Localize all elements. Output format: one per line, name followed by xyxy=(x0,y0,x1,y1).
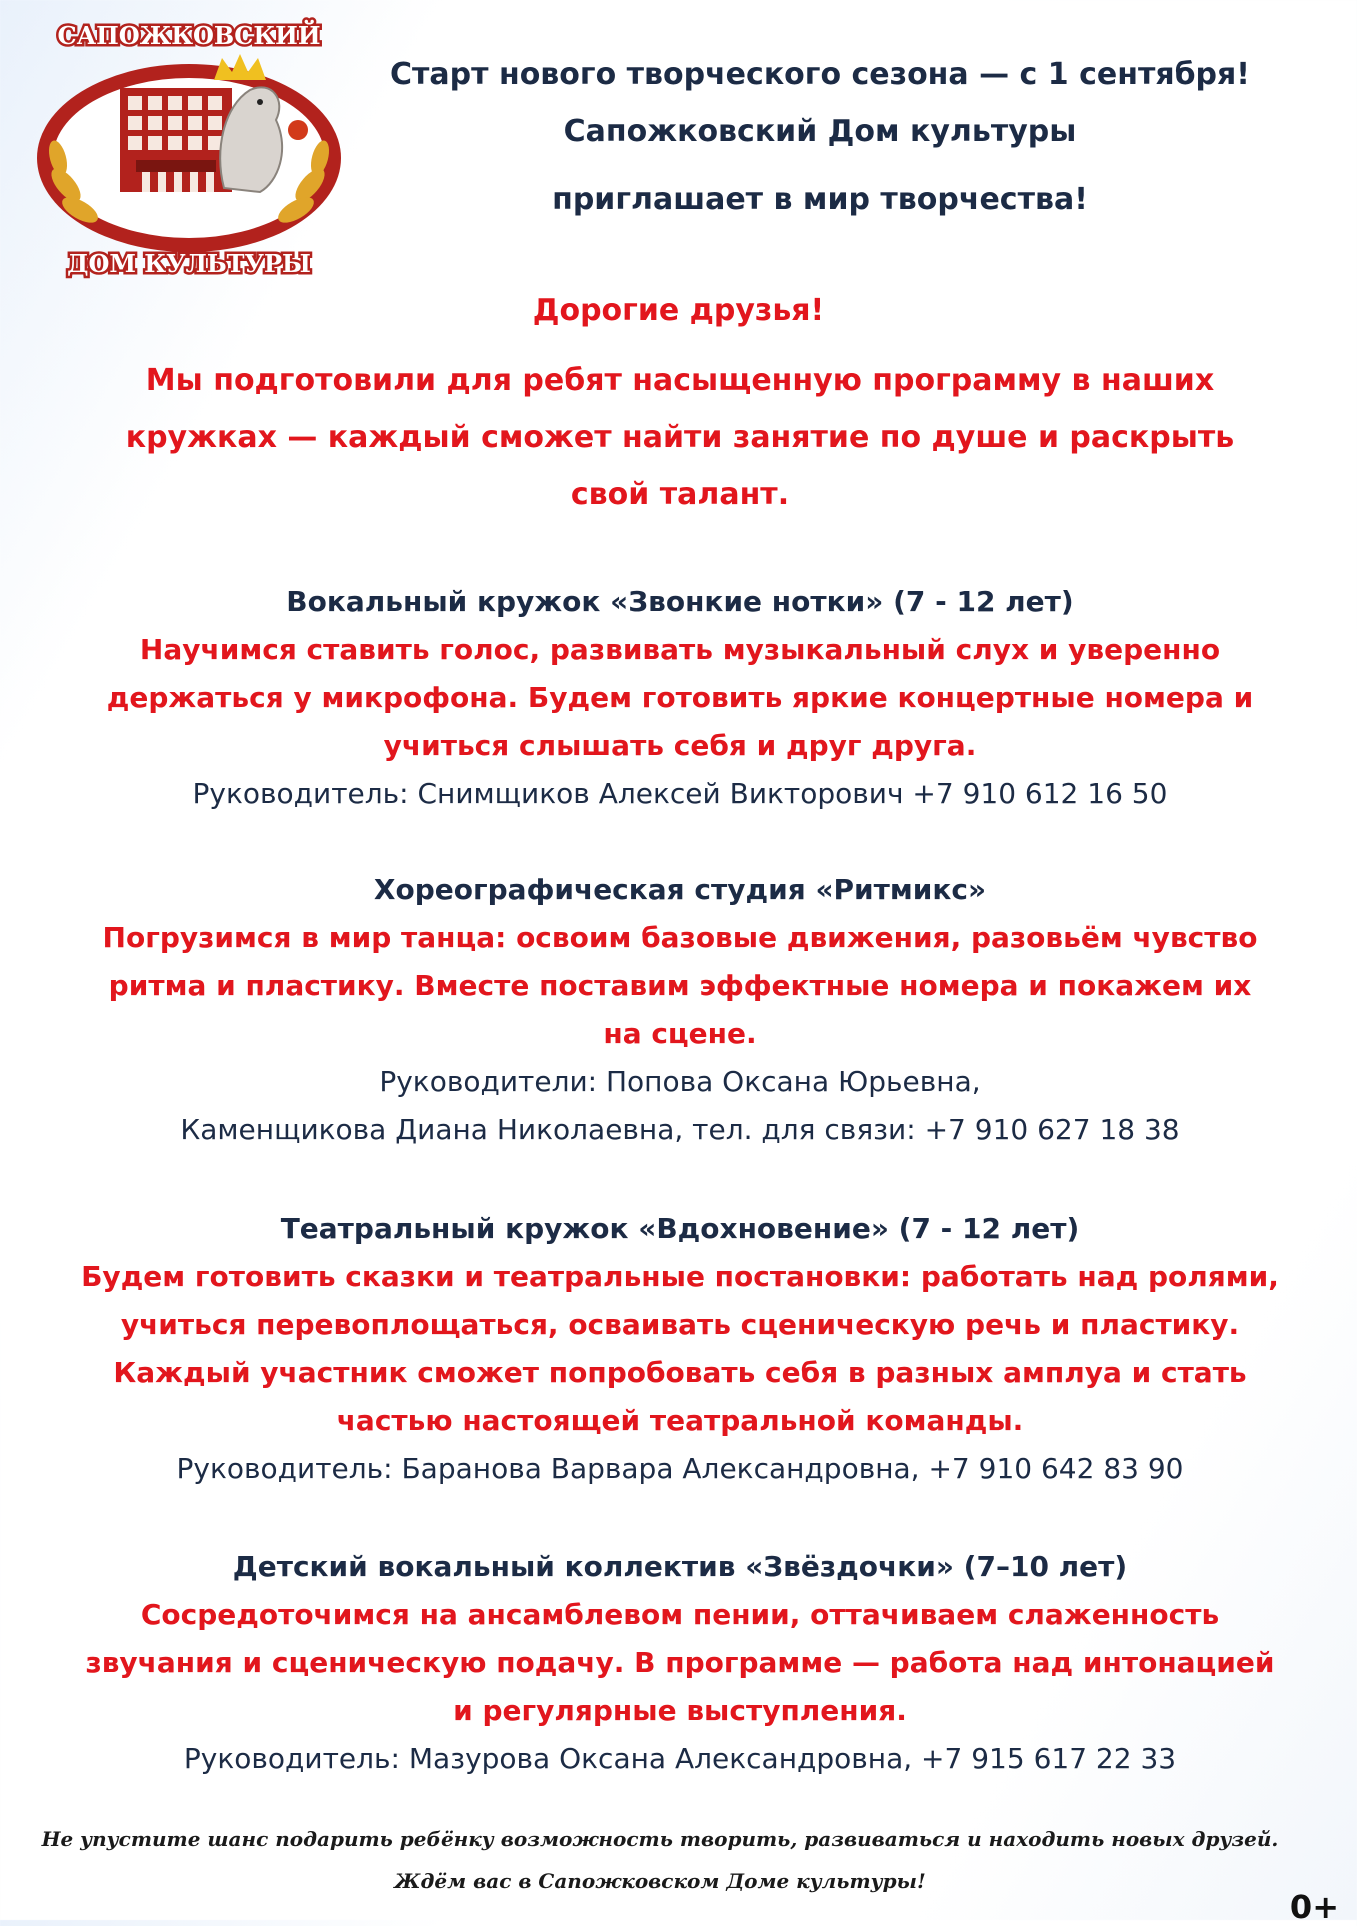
footer-line-2: Ждём вас в Сапожковском Доме культуры! xyxy=(394,1869,926,1893)
club-contact: Руководитель: Снимщиков Алексей Викторович +7 910 612 16 50 xyxy=(192,777,1168,810)
club-theatre xyxy=(60,1205,1300,1493)
header-line-2: Сапожковский Дом культуры xyxy=(563,114,1077,149)
age-rating-badge: 0+ xyxy=(1289,1888,1339,1926)
club-description-line: Научимся ставить голос, развивать музыкальный слух и уверенно xyxy=(139,633,1221,666)
club-contact: Каменщикова Диана Николаевна, тел. для связи: +7 910 627 18 38 xyxy=(180,1113,1180,1146)
club-description-line: Погрузимся в мир танца: освоим базовые движения, разовьём чувство xyxy=(102,921,1258,954)
club-contact: Руководитель: Мазурова Оксана Александровна, +7 915 617 22 33 xyxy=(183,1742,1177,1775)
header-line-3: приглашает в мир творчества! xyxy=(552,182,1088,217)
club-description-line: частью настоящей театральной команды. xyxy=(336,1404,1024,1437)
club-title: Детский вокальный коллектив «Звёздочки» (7–10 лет) xyxy=(232,1550,1128,1583)
club-description-line: Будем готовить сказки и театральные постановки: работать над ролями, xyxy=(81,1260,1279,1293)
club-description-line: учиться перевоплощаться, осваивать сценическую речь и пластику. xyxy=(120,1308,1240,1341)
club-vocal xyxy=(60,578,1300,818)
club-description-line: на сцене. xyxy=(603,1017,757,1050)
club-description-line: учиться слышать себя и друг друга. xyxy=(383,729,977,762)
club-contact: Руководители: Попова Оксана Юрьевна, xyxy=(379,1065,981,1098)
club-children-vocal xyxy=(60,1543,1300,1783)
intro-line-3: свой талант. xyxy=(570,477,790,512)
logo-top-text: САПОЖКОВСКИЙ xyxy=(57,21,321,50)
intro-line-1: Мы подготовили для ребят насыщенную программу в наших xyxy=(145,363,1215,398)
club-description-line: Сосредоточимся на ансамблевом пении, оттачиваем слаженность xyxy=(140,1598,1220,1631)
club-choreography xyxy=(60,866,1300,1154)
dk-logo xyxy=(28,10,350,280)
club-title: Вокальный кружок «Звонкие нотки» (7 - 12 лет) xyxy=(286,585,1074,618)
club-contact: Руководитель: Баранова Варвара Александровна, +7 910 642 83 90 xyxy=(176,1452,1184,1485)
club-title: Хореографическая студия «Ритмикс» xyxy=(373,873,987,906)
header-line-1: Старт нового творческого сезона — с 1 сентября! xyxy=(390,57,1250,92)
intro-line-2: кружках — каждый сможет найти занятие по душе и раскрыть xyxy=(125,420,1235,455)
club-description-line: держаться у микрофона. Будем готовить яркие концертные номера и xyxy=(106,681,1254,714)
club-title: Театральный кружок «Вдохновение» (7 - 12 лет) xyxy=(280,1212,1080,1245)
club-description-line: звучания и сценическую подачу. В программе — работа над интонацией xyxy=(85,1646,1275,1679)
club-description-line: и регулярные выступления. xyxy=(453,1694,907,1727)
logo-bottom-text: ДОМ КУЛЬТУРЫ xyxy=(67,249,311,278)
club-description-line: Каждый участник сможет попробовать себя в разных амплуа и стать xyxy=(113,1356,1247,1389)
greeting: Дорогие друзья! xyxy=(532,293,825,328)
footer-line-1: Не упустите шанс подарить ребёнку возможность творить, развиваться и находить новых друзей. xyxy=(41,1827,1279,1851)
club-description-line: ритма и пластику. Вместе поставим эффектные номера и покажем их xyxy=(108,969,1252,1002)
